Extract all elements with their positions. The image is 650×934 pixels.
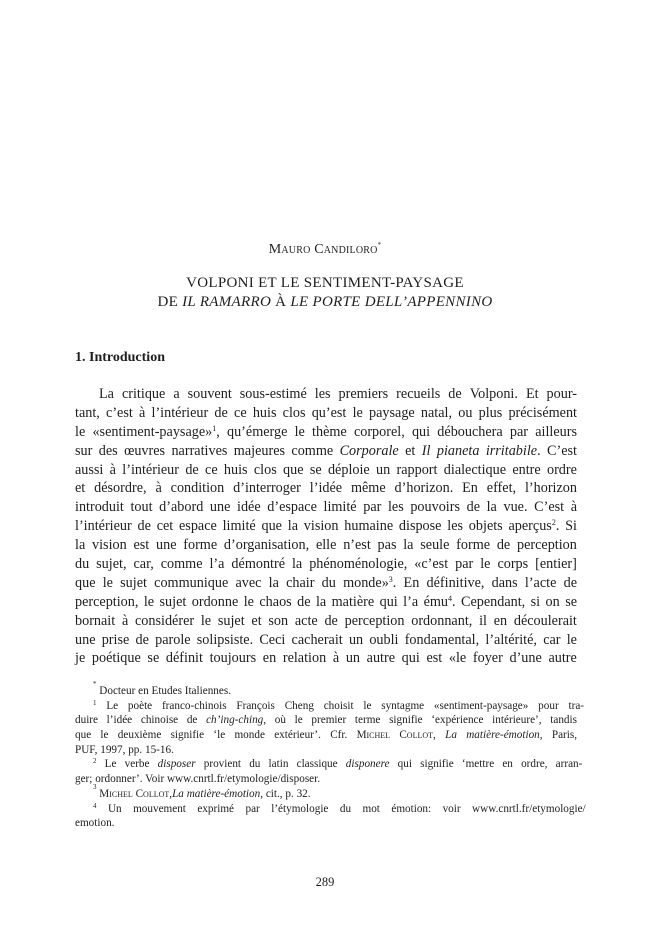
footnote-italic: ch’ing-ching bbox=[206, 714, 264, 727]
footnote-text: provient du latin classique bbox=[195, 758, 346, 771]
body-line-9: la vision est une forme d’organisation, elle n’est pas la seule forme de perception bbox=[75, 537, 577, 554]
footnote-star bbox=[75, 680, 577, 699]
italic-work-title: Corporale bbox=[339, 442, 399, 459]
footnote-1-line-2 bbox=[75, 713, 577, 728]
footnote-text: Le verbe bbox=[104, 758, 158, 771]
body-line-4 bbox=[75, 442, 577, 461]
footnote-text: que le deuxième signifie ‘le monde extérieur’. Cfr. bbox=[75, 729, 357, 742]
body-line-15: je poétique se définit toujours en relation à un autre qui est «le foyer d’une autre bbox=[75, 650, 577, 667]
body-line-13: bornait à considérer le sujet et son acte de perception ordonnant, il en découlerait bbox=[75, 612, 577, 629]
footnote-italic: disponere bbox=[345, 758, 390, 771]
body-line-6: et désordre, à condition d’interroger l’idée même d’horizon. En effet, l’horizon bbox=[75, 480, 577, 497]
body-line-3 bbox=[75, 423, 577, 442]
footnote-text: Un mouvement exprimé par l’étymologie du mot émotion: voir www.cnrtl.fr/etymologie/ bbox=[107, 802, 586, 815]
title-work-1: IL RAMARRO bbox=[182, 294, 272, 310]
footnote-text: , bbox=[169, 787, 173, 800]
title-line-2 bbox=[0, 293, 650, 312]
title-line-1: VOLPONI ET LE SENTIMENT-PAYSAGE bbox=[186, 275, 464, 291]
body-line-12 bbox=[75, 593, 577, 612]
footnote-1-line-3 bbox=[75, 728, 577, 743]
author-line bbox=[0, 241, 650, 258]
footnote-italic: La matière-émotion bbox=[445, 729, 540, 742]
body-text-segment: et bbox=[398, 442, 422, 459]
footnote-text: , Paris, bbox=[539, 729, 578, 742]
title-connector: À bbox=[271, 294, 291, 310]
page-number: 289 bbox=[315, 875, 335, 889]
footnote-1-line-1 bbox=[75, 698, 585, 714]
footnote-marker: 4 bbox=[93, 801, 97, 810]
body-text-segment: sur des œuvres narratives majeures comme bbox=[75, 442, 340, 459]
footnote-marker: 2 bbox=[93, 757, 97, 766]
author-name: Mauro Candiloro bbox=[268, 242, 378, 257]
footnotes bbox=[75, 680, 586, 831]
footnote-text: , bbox=[433, 729, 446, 742]
footnote-2-line-2: ger; ordonner’. Voir www.cnrtl.fr/etymologie/disposer. bbox=[75, 773, 321, 786]
footnote-italic: disposer bbox=[157, 758, 196, 771]
body-text-segment: . En définitive, dans l’acte de bbox=[392, 574, 577, 591]
footnote-author: Michel Collot bbox=[356, 729, 434, 742]
section-heading: 1. Introduction bbox=[75, 350, 165, 365]
footnote-marker: 1 bbox=[93, 698, 97, 707]
body-paragraph bbox=[75, 385, 577, 668]
footnote-italic: La matière-émotion bbox=[172, 787, 261, 800]
body-line-8 bbox=[75, 517, 577, 536]
body-line-14: une prise de parole solipsiste. Ceci cacherait un oubli fondamental, l’altérité, car le bbox=[75, 631, 577, 648]
body-line-2: tant, c’est à l’intérieur de ce huis clos qu’est le paysage natal, ou plus précisément bbox=[75, 404, 577, 421]
body-line-5: aussi à l’intérieur de ce huis clos que se déploie un rapport dialectique entre ordre bbox=[75, 461, 577, 478]
body-text-segment: . Si bbox=[555, 518, 577, 535]
footnote-ref-3: 3 bbox=[388, 574, 393, 584]
footnote-ref-4: 4 bbox=[448, 593, 453, 603]
footnote-marker: 3 bbox=[93, 782, 97, 791]
footnote-marker: * bbox=[93, 680, 97, 688]
body-text-segment: , qu’émerge le thème corporel, qui débouchera par ailleurs bbox=[216, 423, 577, 440]
body-text-segment: . C’est bbox=[537, 442, 577, 459]
body-line-7: introduit tout d’abord une idée d’espace limité par les pouvoirs de la vue. C’est à bbox=[75, 499, 577, 516]
footnote-text: Le poète franco-chinois François Cheng choisit le syntagme «sentiment-paysage» pour tra- bbox=[106, 699, 585, 712]
author-footnote-marker: * bbox=[377, 241, 382, 249]
footnote-4-line-1 bbox=[75, 801, 586, 817]
footnote-text: , où le premier terme signifie ‘expérience intérieure’, tandis bbox=[263, 714, 577, 727]
title-prefix: DE bbox=[157, 294, 183, 310]
footnote-text: qui signifie ‘mettre en ordre, arran- bbox=[389, 758, 583, 771]
body-text-segment: . Cependant, si on se bbox=[452, 593, 578, 610]
article-title bbox=[0, 274, 650, 312]
body-text-segment: que le sujet communique avec la chair du monde» bbox=[75, 574, 389, 591]
body-line-1: La critique a souvent sous-estimé les premiers recueils de Volponi. Et pour- bbox=[99, 386, 577, 402]
body-line-11 bbox=[75, 574, 577, 593]
footnote-ref-2: 2 bbox=[551, 518, 556, 528]
footnote-3 bbox=[75, 782, 577, 802]
footnote-author: Michel Collot bbox=[99, 787, 170, 800]
body-text-segment: le «sentiment-paysage» bbox=[75, 423, 213, 440]
italic-work-title: Il pianeta irritabile bbox=[421, 442, 538, 459]
body-text-segment: l’intérieur de cet espace limité que la vision humaine dispose les objets aperçus bbox=[75, 518, 552, 535]
footnote-1-line-4: PUF, 1997, pp. 15-16. bbox=[75, 743, 174, 756]
footnote-2-line-1 bbox=[75, 757, 583, 772]
body-line-10: du sujet, car, comme l’a démontré la phénoménologie, «c’est par le corps [entier] bbox=[75, 556, 577, 573]
footnote-text: Docteur en Etudes Italiennes. bbox=[99, 685, 232, 697]
title-work-2: LE PORTE DELL’APPENNINO bbox=[290, 294, 493, 310]
footnote-4-line-2: emotion. bbox=[75, 817, 115, 830]
body-text-segment: perception, le sujet ordonne le chaos de la matière qui l’a ému bbox=[75, 593, 449, 610]
footnote-text: , cit., p. 32. bbox=[260, 787, 311, 800]
footnote-ref-1: 1 bbox=[212, 423, 217, 433]
footnote-text: duire l’idée chinoise de bbox=[75, 714, 207, 727]
